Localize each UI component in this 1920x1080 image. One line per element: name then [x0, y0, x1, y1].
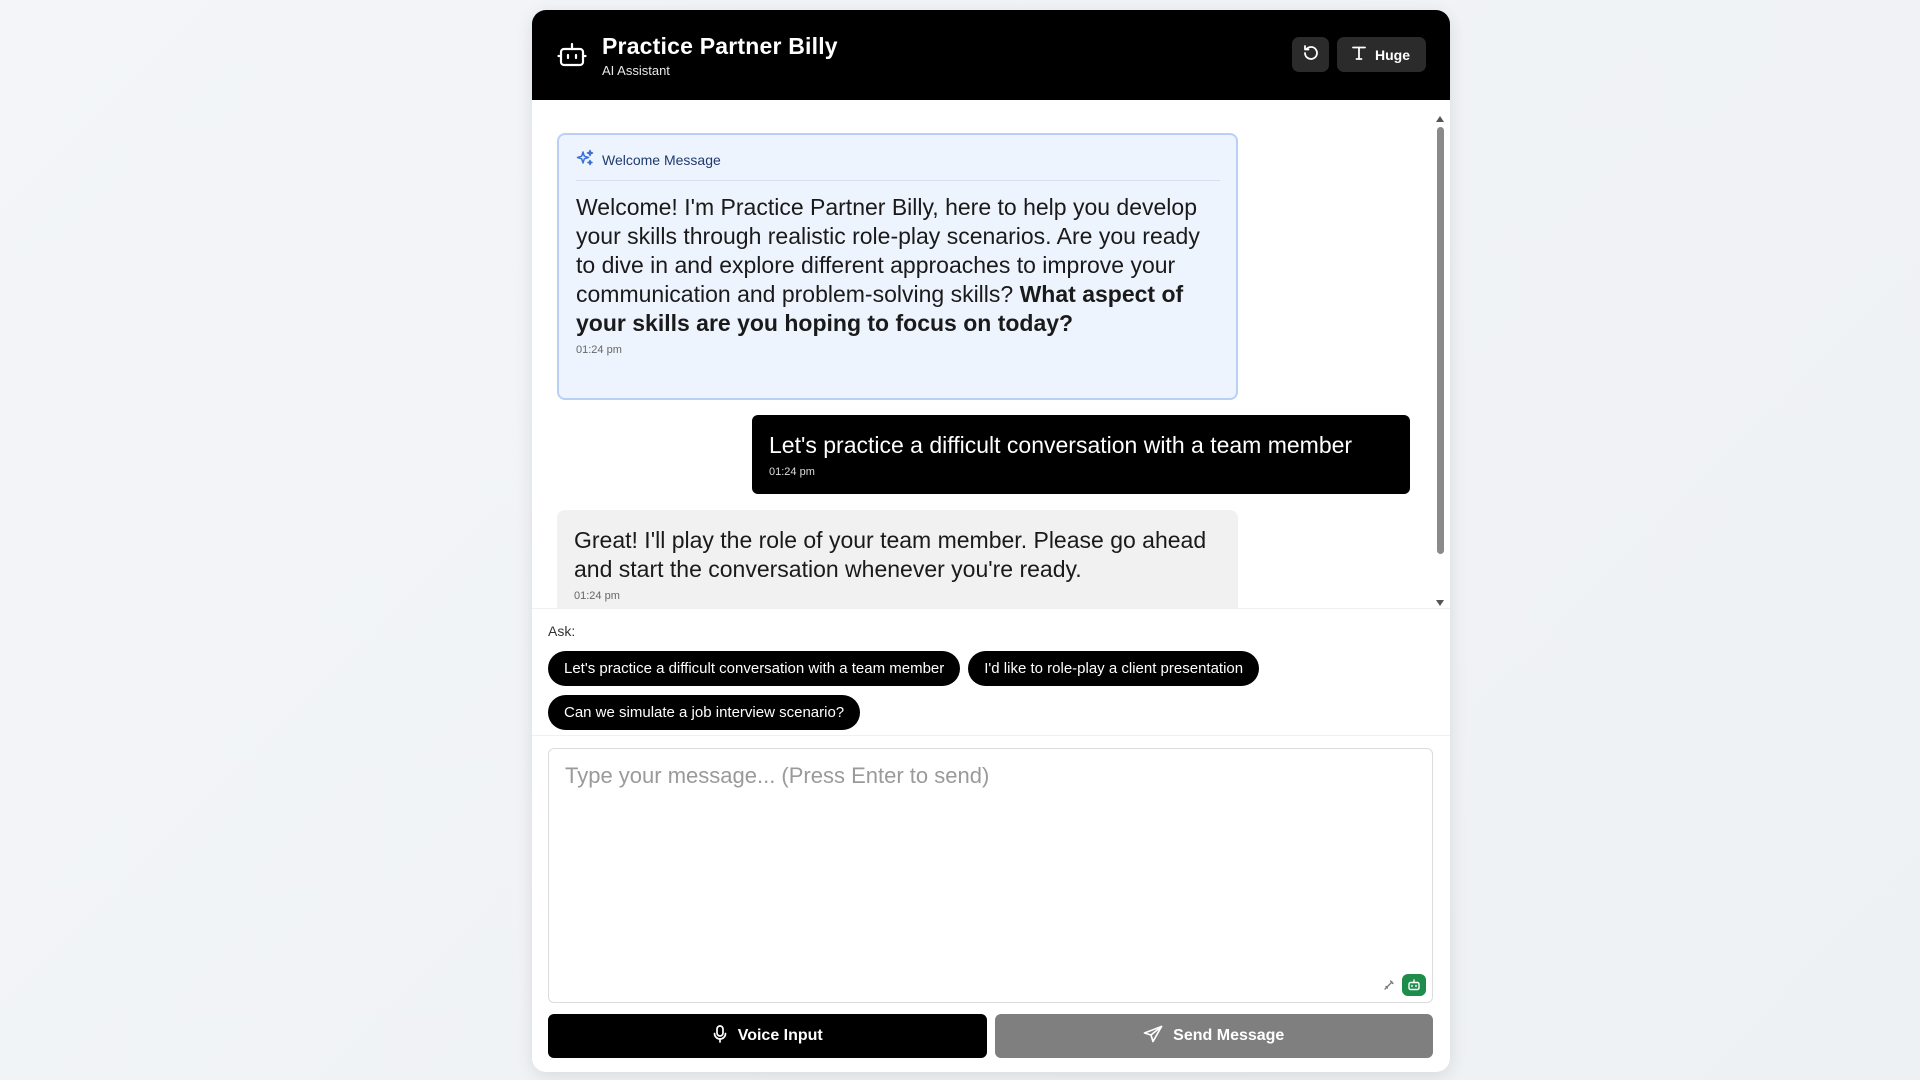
timestamp: 01:24 pm: [576, 344, 622, 356]
send-icon: [1143, 1025, 1163, 1048]
welcome-header-label: Welcome Message: [602, 151, 721, 168]
bot-message: [557, 510, 1238, 608]
user-message-text: Let's practice a difficult conversation with a team member: [769, 432, 1353, 458]
robot-icon: [556, 39, 588, 71]
page-title: Practice Partner Billy: [602, 32, 838, 59]
refresh-icon: [1302, 44, 1320, 65]
voice-input-button[interactable]: [548, 1014, 987, 1058]
suggestion-panel: [532, 608, 1450, 736]
send-message-button[interactable]: [995, 1014, 1434, 1058]
title-block: [602, 33, 838, 78]
suggestion-chip[interactable]: Can we simulate a job interview scenario?: [548, 695, 860, 730]
suggestion-chip[interactable]: Let's practice a difficult conversation with a team member: [548, 651, 960, 686]
bot-message-text: Great! I'll play the role of your team member. Please go ahead and start the conversation whenever you're ready.: [574, 527, 1207, 582]
welcome-text-body: Welcome! I'm Practice Partner Billy, here to help you develop your skills through realistic role-play scenarios. Are you ready to dive in and explore different approaches to improve your communication and problem-solving skills?: [576, 194, 1200, 307]
message-list[interactable]: [532, 100, 1450, 608]
message-scrollbar[interactable]: [1434, 110, 1446, 610]
scroll-thumb[interactable]: [1437, 127, 1444, 554]
text-icon: [1351, 45, 1367, 64]
input-actions: [548, 1014, 1433, 1058]
welcome-message: [557, 133, 1238, 400]
voice-input-label: Voice Input: [737, 1027, 823, 1044]
suggestion-chips: [548, 651, 1408, 730]
font-size-label: Huge: [1375, 46, 1410, 63]
send-message-label: Send Message: [1173, 1027, 1285, 1044]
grammar-tool-icon[interactable]: [1378, 974, 1400, 996]
scroll-down-arrow-icon[interactable]: [1436, 600, 1444, 606]
welcome-question: What aspect of your skills are you hoping to focus on today?: [576, 281, 1184, 336]
timestamp: 01:24 pm: [769, 466, 815, 478]
input-tools: [1378, 974, 1426, 996]
scroll-up-arrow-icon[interactable]: [1436, 116, 1444, 122]
reset-button[interactable]: [1292, 37, 1329, 72]
assistant-tool-icon[interactable]: [1402, 974, 1426, 996]
suggestion-chip[interactable]: I'd like to role-play a client presentation: [968, 651, 1259, 686]
message-input[interactable]: [565, 763, 1416, 963]
page-subtitle: AI Assistant: [602, 62, 670, 78]
chat-header: [532, 10, 1450, 100]
user-message: [752, 415, 1410, 494]
header-actions: [1292, 37, 1426, 72]
welcome-header: [576, 149, 1220, 181]
message-input-box: [548, 748, 1433, 1003]
font-size-button[interactable]: [1337, 37, 1426, 72]
welcome-text: [576, 193, 1220, 338]
timestamp: 01:24 pm: [574, 590, 620, 602]
chat-window: [532, 10, 1450, 1072]
microphone-icon: [712, 1025, 728, 1048]
ask-label: Ask:: [548, 623, 576, 639]
sparkles-icon: [576, 149, 594, 170]
